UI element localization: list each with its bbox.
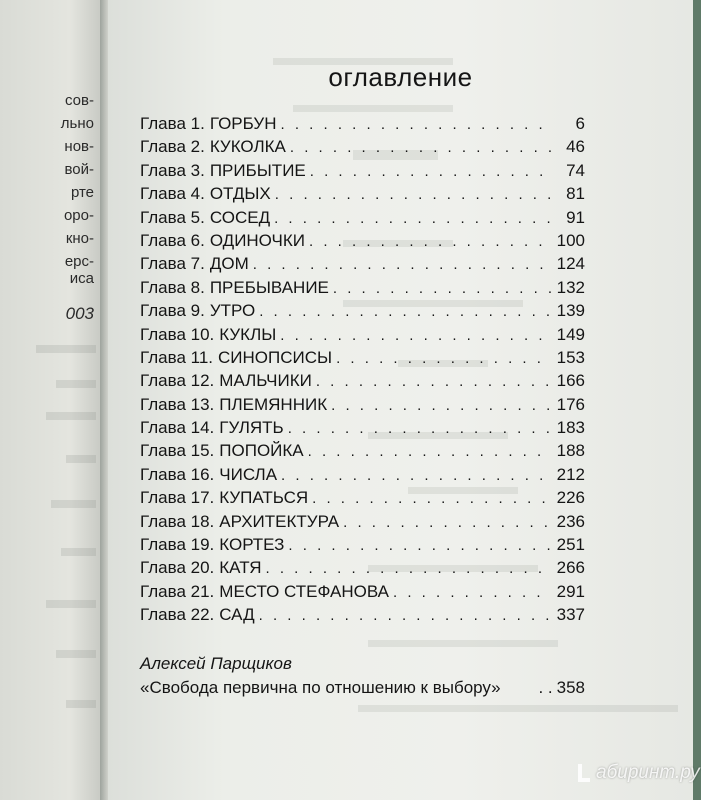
toc-chapter-title: ОТДЫХ [209, 184, 271, 204]
toc-chapter-title: ПРЕБЫВАНИЕ [209, 277, 329, 297]
toc-entry [140, 229, 585, 252]
toc-leader-dots [281, 464, 551, 487]
toc-chapter-title: ДОМ [209, 254, 249, 274]
toc-chapter-number: Глава 1. [140, 114, 205, 133]
toc-chapter-title: ГОРБУН [209, 114, 277, 133]
left-page-text: сов- [65, 92, 94, 109]
toc-entry [140, 159, 585, 182]
toc-page-number: 291 [556, 581, 585, 601]
toc-page-number: 132 [556, 277, 585, 297]
toc-chapter-number: Глава 12. [140, 371, 215, 391]
toc-leader-dots [274, 207, 551, 230]
toc-leader-dots [288, 417, 551, 440]
toc-page-number: 226 [556, 488, 585, 508]
toc-chapter-number: Глава 21. [140, 581, 215, 601]
toc-page-number: 6 [575, 114, 585, 133]
toc-entry [140, 182, 585, 205]
toc-chapter-number: Глава 18. [140, 511, 215, 531]
toc-chapter-number: Глава 9. [140, 301, 205, 321]
toc-page-number: 236 [556, 511, 585, 531]
toc-entry [140, 580, 585, 603]
toc-chapter-number: Глава 17. [140, 488, 215, 508]
toc-leader-dots [336, 347, 551, 370]
essay-author: Алексей Парщиков [140, 654, 292, 673]
left-page-text: рте [70, 184, 94, 201]
toc-page-number: 166 [556, 371, 585, 391]
toc-leader-dots [288, 534, 551, 557]
toc-entry [140, 556, 585, 579]
contents-page [108, 0, 693, 800]
toc-entry [140, 416, 585, 439]
toc-page-number: 46 [566, 137, 585, 157]
show-through [358, 705, 678, 712]
toc-entry [140, 323, 585, 346]
toc-chapter-title: КУПАТЬСЯ [219, 488, 309, 508]
toc-page-number: 188 [556, 441, 585, 461]
left-page-year: 003 [65, 304, 94, 323]
toc-chapter-title: ГУЛЯТЬ [219, 418, 284, 438]
toc-page-number: 212 [556, 464, 585, 484]
toc-chapter-number: Глава 6. [140, 230, 205, 250]
watermark [575, 762, 700, 784]
toc-leader-dots [393, 581, 551, 604]
show-through [51, 500, 96, 508]
toc-entry [140, 135, 585, 158]
show-through [56, 380, 96, 388]
toc-entry [140, 510, 585, 533]
toc-chapter-title: КУКОЛКА [209, 137, 286, 157]
toc-leader-dots [253, 253, 551, 276]
show-through [66, 700, 96, 708]
toc-chapter-title: МЕСТО СТЕФАНОВА [219, 581, 389, 601]
toc-entry [140, 252, 585, 275]
show-through [36, 345, 96, 353]
show-through [368, 640, 558, 647]
toc-entry [140, 603, 585, 626]
toc-leader-dots [265, 557, 551, 580]
toc-page-number: 183 [556, 418, 585, 438]
toc-chapter-title: ЧИСЛА [219, 464, 278, 484]
show-through [46, 412, 96, 420]
show-through [293, 105, 453, 112]
toc-chapter-number: Глава 22. [140, 605, 215, 625]
toc-leader-dots [333, 277, 551, 300]
toc-chapter-title: АРХИТЕКТУРА [219, 511, 340, 531]
toc-chapter-number: Глава 16. [140, 464, 215, 484]
toc-entry [140, 533, 585, 556]
toc-leader-dots [310, 160, 551, 183]
toc-chapter-title: КОРТЕЗ [219, 535, 285, 555]
labirint-logo-icon [575, 762, 593, 784]
essay-page-number: 358 [556, 678, 585, 697]
left-page-text: льно [60, 115, 94, 132]
toc-chapter-title: ОДИНОЧКИ [209, 230, 305, 250]
toc-page-number: 91 [566, 207, 585, 227]
toc-leader-dots [309, 230, 551, 253]
left-page-text: оро- [63, 207, 94, 224]
toc-leader-dots [308, 440, 551, 463]
left-page-text: ерс- [64, 253, 94, 270]
toc-chapter-number: Глава 20. [140, 558, 215, 578]
toc-page-number: 74 [566, 160, 585, 180]
background-edge [693, 0, 701, 800]
left-page [0, 0, 100, 800]
left-page-text: иса [69, 270, 94, 287]
toc-page-number: 139 [556, 301, 585, 321]
essay-title: «Свобода первична по отношению к выбору» [140, 678, 501, 697]
toc-chapter-number: Глава 4. [140, 184, 205, 204]
toc-entry [140, 276, 585, 299]
book-gutter [100, 0, 108, 800]
toc-entry [140, 486, 585, 509]
toc-chapter-number: Глава 10. [140, 324, 215, 344]
toc-page-number: 100 [556, 230, 585, 250]
toc-chapter-number: Глава 8. [140, 277, 205, 297]
toc-chapter-title: ПОПОЙКА [219, 441, 304, 461]
show-through [46, 600, 96, 608]
toc-page-number: 81 [566, 184, 585, 204]
toc-chapter-title: МАЛЬЧИКИ [219, 371, 312, 391]
left-page-text: кно- [65, 230, 94, 247]
toc-leader-dots [259, 604, 551, 627]
toc-leader-dots [343, 511, 551, 534]
toc-leader-dots [275, 183, 551, 206]
toc-page-number: 124 [556, 254, 585, 274]
toc-page-number: 149 [556, 324, 585, 344]
toc-chapter-number: Глава 7. [140, 254, 205, 274]
toc-chapter-title: САД [219, 605, 255, 625]
watermark-text: абиринт.ру [596, 762, 700, 783]
toc-entry [140, 439, 585, 462]
toc-leader-dots [331, 394, 551, 417]
show-through [56, 650, 96, 658]
toc-entry [140, 369, 585, 392]
toc-chapter-title: КУКЛЫ [219, 324, 277, 344]
toc-chapter-number: Глава 2. [140, 137, 205, 157]
table-of-contents [140, 112, 585, 627]
page-title: оглавление [328, 62, 473, 92]
toc-page-number: 176 [556, 394, 585, 414]
toc-entry [140, 346, 585, 369]
toc-entry [140, 206, 585, 229]
toc-chapter-number: Глава 19. [140, 535, 215, 555]
left-page-text: нов- [64, 138, 94, 155]
toc-chapter-number: Глава 5. [140, 207, 205, 227]
toc-chapter-number: Глава 14. [140, 418, 215, 438]
toc-leader-dots [312, 487, 551, 510]
toc-chapter-title: СИНОПСИСЫ [218, 347, 333, 367]
toc-leader-dots [280, 324, 551, 347]
toc-page-number: 266 [556, 558, 585, 578]
toc-chapter-number: Глава 3. [140, 160, 205, 180]
left-page-text: вой- [64, 161, 94, 178]
toc-leader-dots [290, 136, 551, 159]
toc-leader-dots [316, 370, 551, 393]
toc-chapter-number: Глава 13. [140, 394, 215, 414]
toc-chapter-title: ПРИБЫТИЕ [209, 160, 306, 180]
toc-chapter-title: КАТЯ [219, 558, 262, 578]
toc-page-number: 153 [556, 347, 585, 367]
toc-page-number: 251 [556, 535, 585, 555]
toc-leader-dots [280, 113, 551, 136]
toc-chapter-title: ПЛЕМЯННИК [219, 394, 328, 414]
toc-entry [140, 393, 585, 416]
toc-chapter-title: УТРО [209, 301, 256, 321]
toc-chapter-title: СОСЕД [209, 207, 271, 227]
essay-entry [140, 678, 585, 698]
essay-leader-dots: . . [538, 678, 553, 697]
toc-entry [140, 463, 585, 486]
toc-page-number: 337 [556, 605, 585, 625]
toc-chapter-number: Глава 11. [140, 347, 214, 367]
toc-entry [140, 299, 585, 322]
toc-chapter-number: Глава 15. [140, 441, 215, 461]
show-through [66, 455, 96, 463]
toc-entry [140, 112, 585, 135]
toc-leader-dots [259, 300, 551, 323]
show-through [61, 548, 96, 556]
